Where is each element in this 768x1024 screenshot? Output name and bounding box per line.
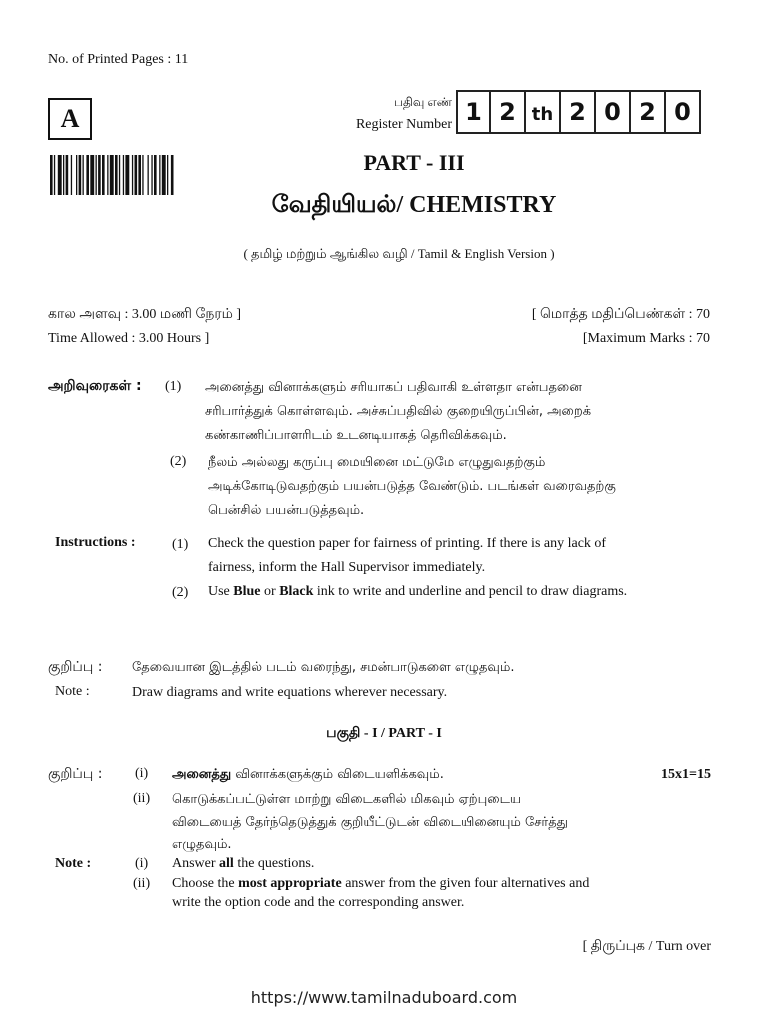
text-run: the questions. (233, 856, 315, 871)
question-series-box: A (48, 98, 92, 140)
instruction-number: (1) (165, 379, 182, 394)
register-digit-box: 2 (561, 90, 596, 134)
maximum-marks: [Maximum Marks : 70 (582, 331, 710, 346)
note-label-tamil: குறிப்பு : (48, 766, 103, 782)
note-number: (ii) (133, 791, 151, 806)
note-ta-i-text (172, 763, 444, 787)
register-digit-box: 0 (666, 90, 701, 134)
text-run: answer from the given four alternatives and (341, 876, 590, 891)
note-text-tamil: தேவையான இடத்தில் படம் வரைந்து, சமன்பாடுகளை எழுதவும். (132, 660, 515, 675)
note-label-tamil: குறிப்பு : (48, 659, 103, 675)
instruction-ta-1-line: அனைத்து வினாக்களும் சரியாகப் பதிவாகி உள்ளதா என்பதனை (205, 380, 582, 395)
instruction-en-1-line: Check the question paper for fairness of printing. If there is any lack of (208, 536, 607, 551)
time-allowed: Time Allowed : 3.00 Hours ] (48, 331, 210, 346)
register-digit-box: 2 (631, 90, 666, 134)
marks-allocation: 15x1=15 (661, 767, 711, 782)
maximum-marks-tamil: [ மொத்த மதிப்பெண்கள் : 70 (531, 307, 710, 322)
instruction-ta-2-line: அடிக்கோடிடுவதற்கும் பயன்படுத்த வேண்டும். படங்கள் வரைவதற்கு (208, 479, 616, 494)
register-digit-box: 2 (491, 90, 526, 134)
instruction-en-2-line (208, 584, 627, 600)
note-ta-ii-line: கொடுக்கப்பட்டுள்ள மாற்று விடைகளில் மிகவும் ஏற்புடைய (172, 792, 522, 807)
turn-over-label: [ திருப்புக / Turn over (582, 939, 711, 954)
note-label: Note : (55, 856, 92, 871)
note-number: (i) (135, 766, 149, 781)
instruction-ta-2-line: நீலம் அல்லது கருப்பு மையினை மட்டுமே எழுதுவதற்கும் (208, 455, 546, 470)
text-run: வினாக்களுக்கும் விடையளிக்கவும். (231, 767, 444, 782)
instruction-ta-1-line: சரிபார்த்துக் கொள்ளவும். அச்சுப்பதிவில் குறையிருப்பின், அறைக் (205, 404, 592, 419)
text-run: Answer (172, 856, 220, 871)
text-run-bold: most appropriate (238, 876, 342, 891)
instruction-ta-2-line: பென்சில் பயன்படுத்தவும். (208, 503, 365, 518)
instruction-number: (1) (172, 537, 189, 552)
instruction-ta-1-line: கண்காணிப்பாளரிடம் உடனடியாகத் தெரிவிக்கவும். (205, 428, 507, 443)
instructions-label-tamil: அறிவுரைகள் : (48, 378, 142, 394)
ink-color-blue: Blue (233, 584, 261, 599)
printed-pages-count: No. of Printed Pages : 11 (48, 52, 189, 67)
note-ta-ii-line: விடையைத் தேர்ந்தெடுத்துக் குறியீட்டுடன் விடையினையும் சேர்த்து (172, 815, 568, 830)
ink-color-black: Black (279, 584, 314, 599)
instructions-label: Instructions : (55, 535, 136, 550)
register-number-boxes (456, 90, 701, 134)
register-number-label-tamil: பதிவு எண் (394, 95, 452, 109)
instruction-number: (2) (170, 454, 187, 469)
part-title: PART - III (363, 150, 465, 175)
note-number: (ii) (133, 876, 151, 891)
note-number: (i) (135, 856, 149, 871)
instruction-number: (2) (172, 585, 189, 600)
text-run-bold: அனைத்து (172, 767, 232, 782)
register-digit-box: th (526, 90, 561, 134)
note-ta-ii-line: எழுதவும். (172, 837, 232, 852)
text-run-bold: all (219, 856, 234, 871)
note-en-ii-line: write the option code and the corresponding answer. (172, 895, 465, 910)
medium-version: ( தமிழ் மற்றும் ஆங்கில வழி / Tamil & English Version ) (243, 246, 555, 261)
register-digit-box: 0 (596, 90, 631, 134)
text-run: Use (208, 584, 234, 599)
time-allowed-tamil: கால அளவு : 3.00 மணி நேரம் ] (48, 307, 242, 322)
text-run: ink to write and underline and pencil to draw diagrams. (313, 584, 628, 599)
instruction-en-1-line: fairness, inform the Hall Supervisor immediately. (208, 560, 486, 575)
note-en-i-text (172, 856, 314, 872)
note-label: Note : (55, 684, 90, 699)
source-url[interactable]: https://www.tamilnaduboard.com (250, 988, 518, 1007)
text-run: Choose the (172, 876, 239, 891)
register-digit-box: 1 (456, 90, 491, 134)
section-title: பகுதி - I / PART - I (326, 726, 442, 741)
note-text: Draw diagrams and write equations wherever necessary. (132, 685, 448, 700)
text-run: or (260, 584, 280, 599)
register-number-label: Register Number (355, 117, 452, 132)
note-en-ii-line (172, 876, 589, 892)
subject-title: வேதியியல்/ CHEMISTRY (271, 192, 557, 218)
